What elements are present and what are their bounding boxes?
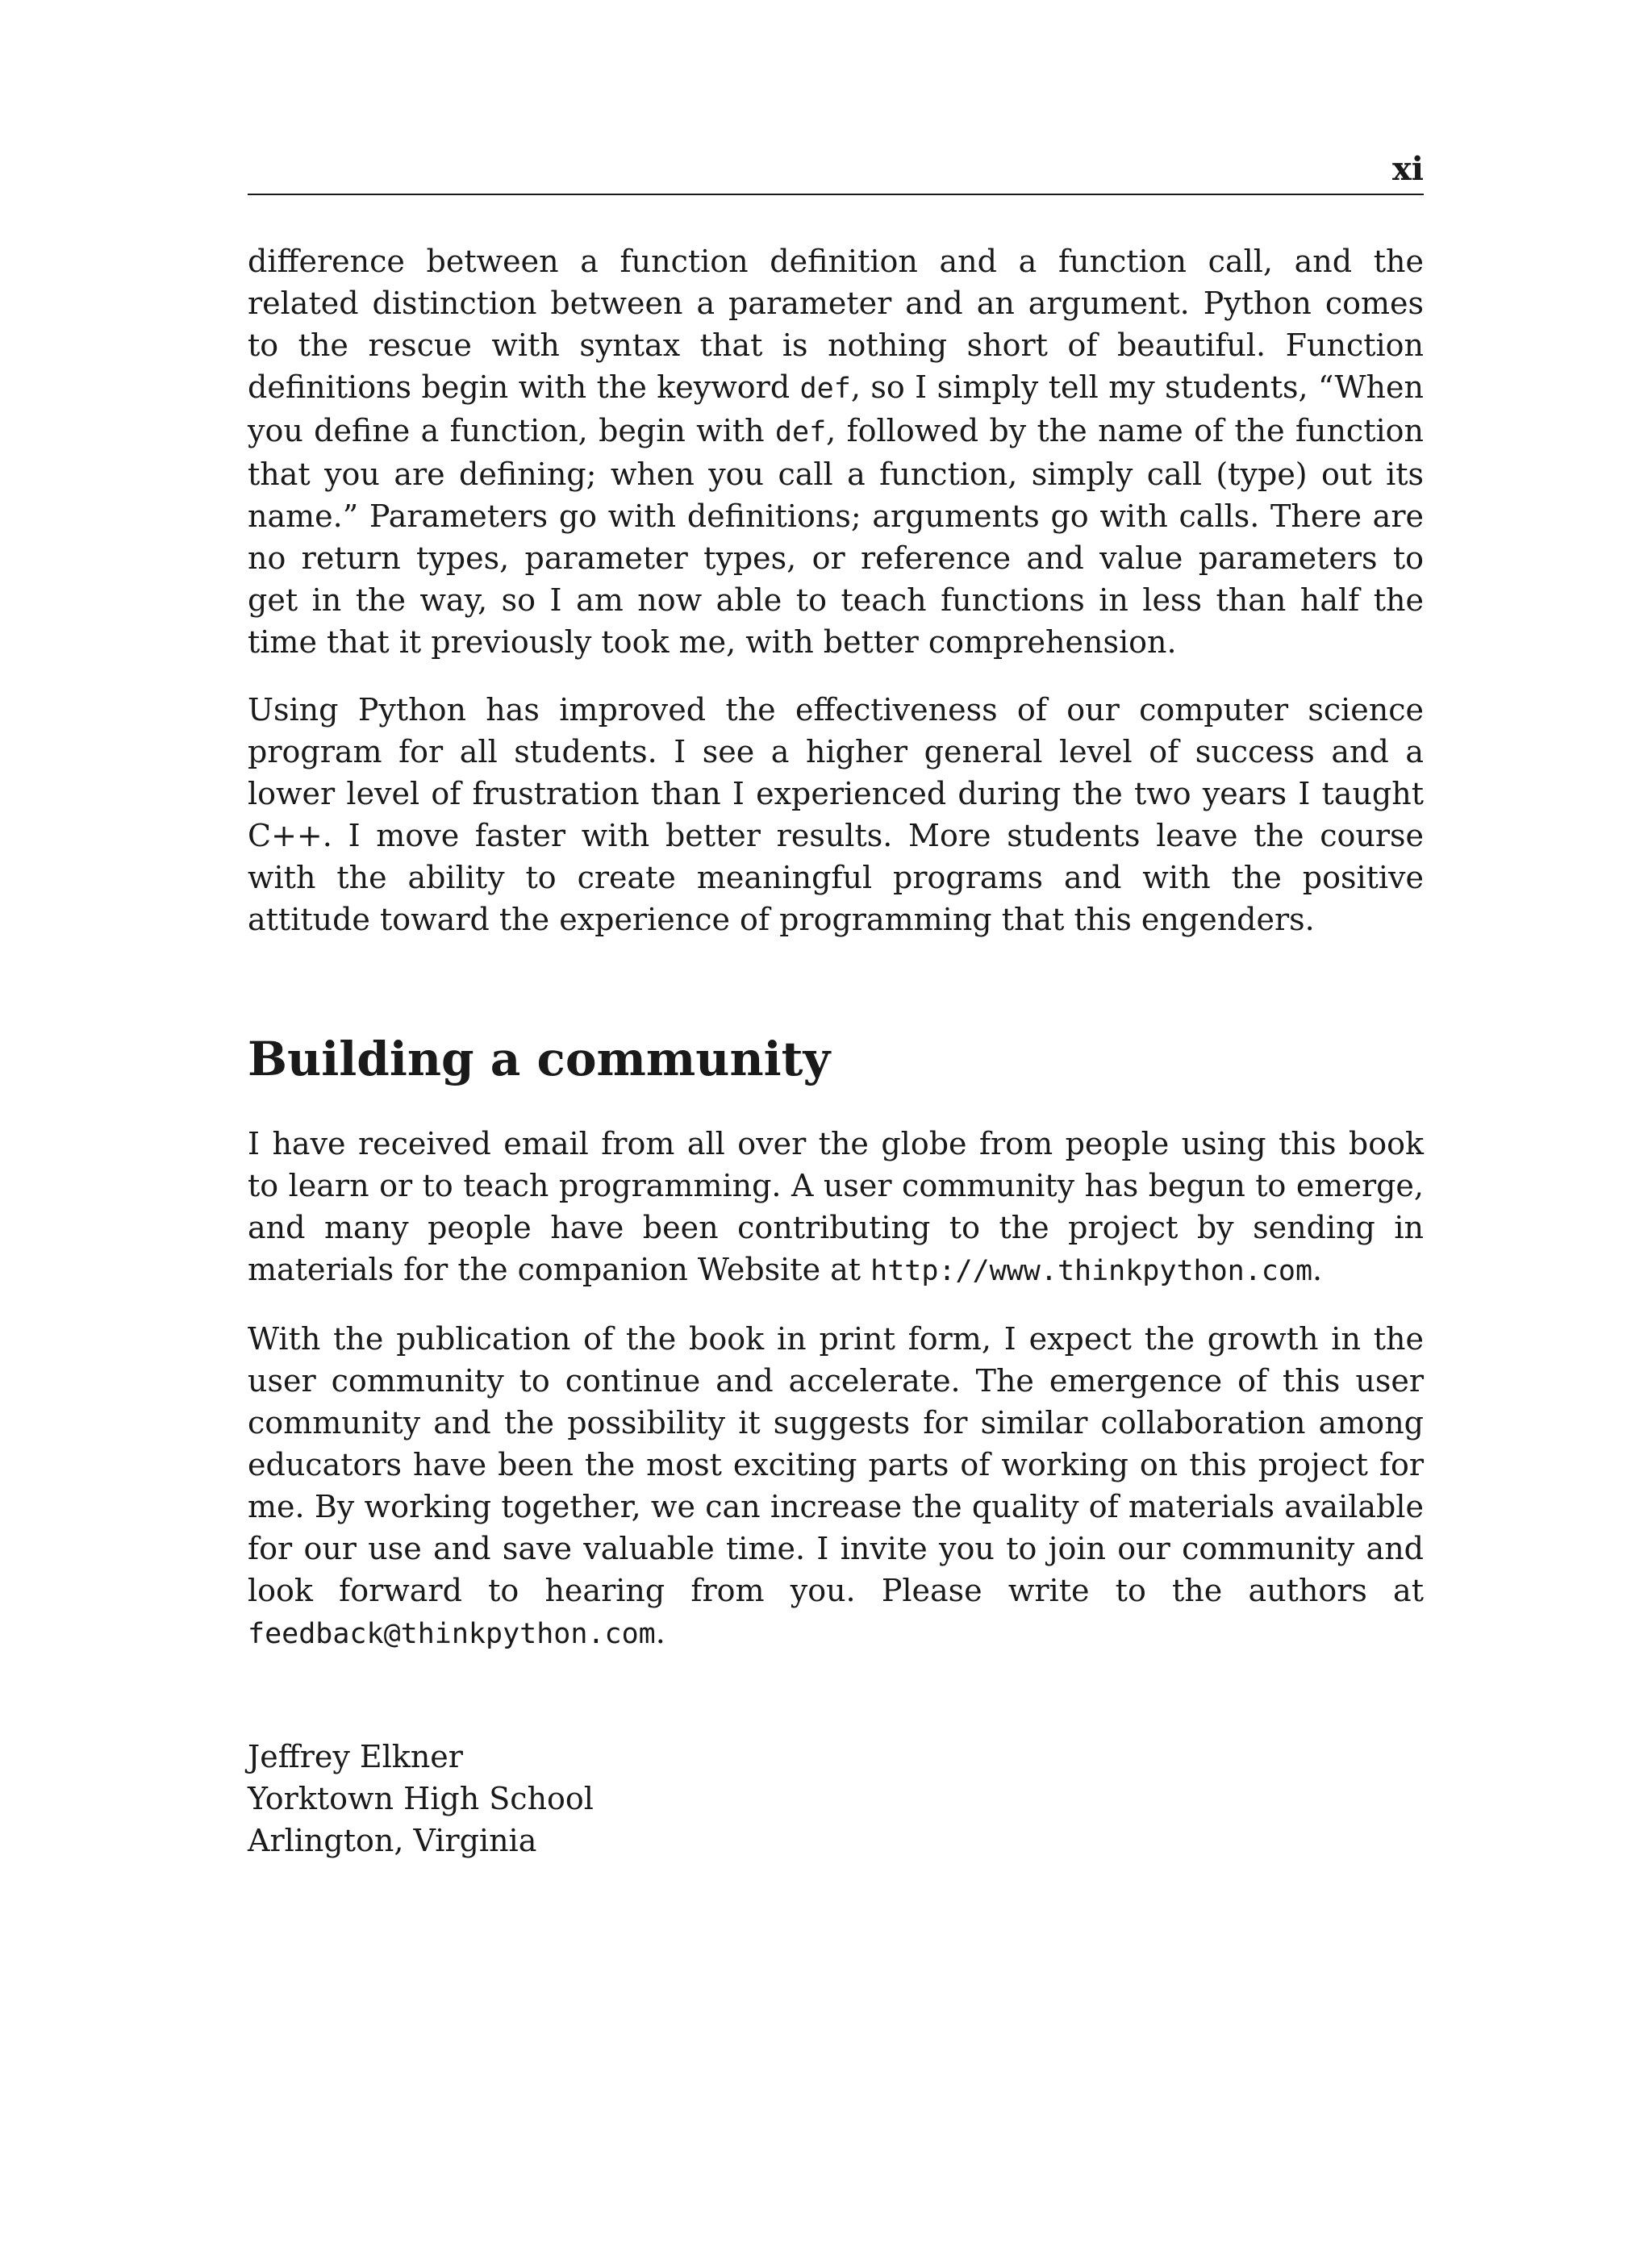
signature-block	[248, 1736, 1424, 1862]
body-paragraph: With the publication of the book in print form, I expect the growth in the user community to continue and accelerate. The emergence of this user community and the possibility it suggests for similar collaboration among educators have been the most exciting parts of working on this project for me. By working together, we can increase the quality of materials available for our use and save valuable time. I invite you to join our community and look forward to hearing from you. Please write to the authors at feedback@thinkpython.com.	[248, 1321, 1424, 1650]
signature-location: Arlington, Virginia	[248, 1823, 537, 1858]
signature-school: Yorktown High School	[248, 1781, 594, 1816]
body-paragraph: I have received email from all over the globe from people using this book to learn or to teach programming. A user community has begun to emerge, and many people have been contributing to the project by sending in materials for the companion Website at http://www.thinkpython.com.	[248, 1126, 1424, 1287]
page-number: xi	[1391, 150, 1424, 188]
inline-code: def	[774, 416, 827, 448]
body-paragraph: difference between a function definition and a function call, and the related distinction between a parameter and an argument. Python comes to the rescue with syntax that is nothing short of beautiful. Function definitions begin with the keyword def, so I simply tell my students, “When you define a function, begin with def, followed by the name of the function that you are defining; when you call a function, simply call (type) out its name.” Parameters go with definitions; arguments go with calls. There are no return types, parameter types, or reference and value parameters to get in the way, so I am now able to teach functions in less than half the time that it previously took me, with better comprehension.	[248, 244, 1424, 660]
header-rule	[248, 194, 1424, 195]
inline-code: def	[799, 373, 851, 405]
page-body	[248, 240, 1424, 1862]
inline-code: http://www.thinkpython.com	[870, 1255, 1313, 1287]
body-paragraph: Using Python has improved the effectiveness of our computer science program for all students. I see a higher general level of success and a lower level of frustration than I experienced during the two years I taught C++. I move faster with better results. More students leave the course with the ability to create meaningful programs and with the positive attitude toward the experience of programming that this engenders.	[248, 692, 1424, 937]
signature-name: Jeffrey Elkner	[248, 1739, 463, 1774]
section-heading: Building a community	[248, 1032, 831, 1086]
inline-code: feedback@thinkpython.com	[248, 1618, 656, 1650]
